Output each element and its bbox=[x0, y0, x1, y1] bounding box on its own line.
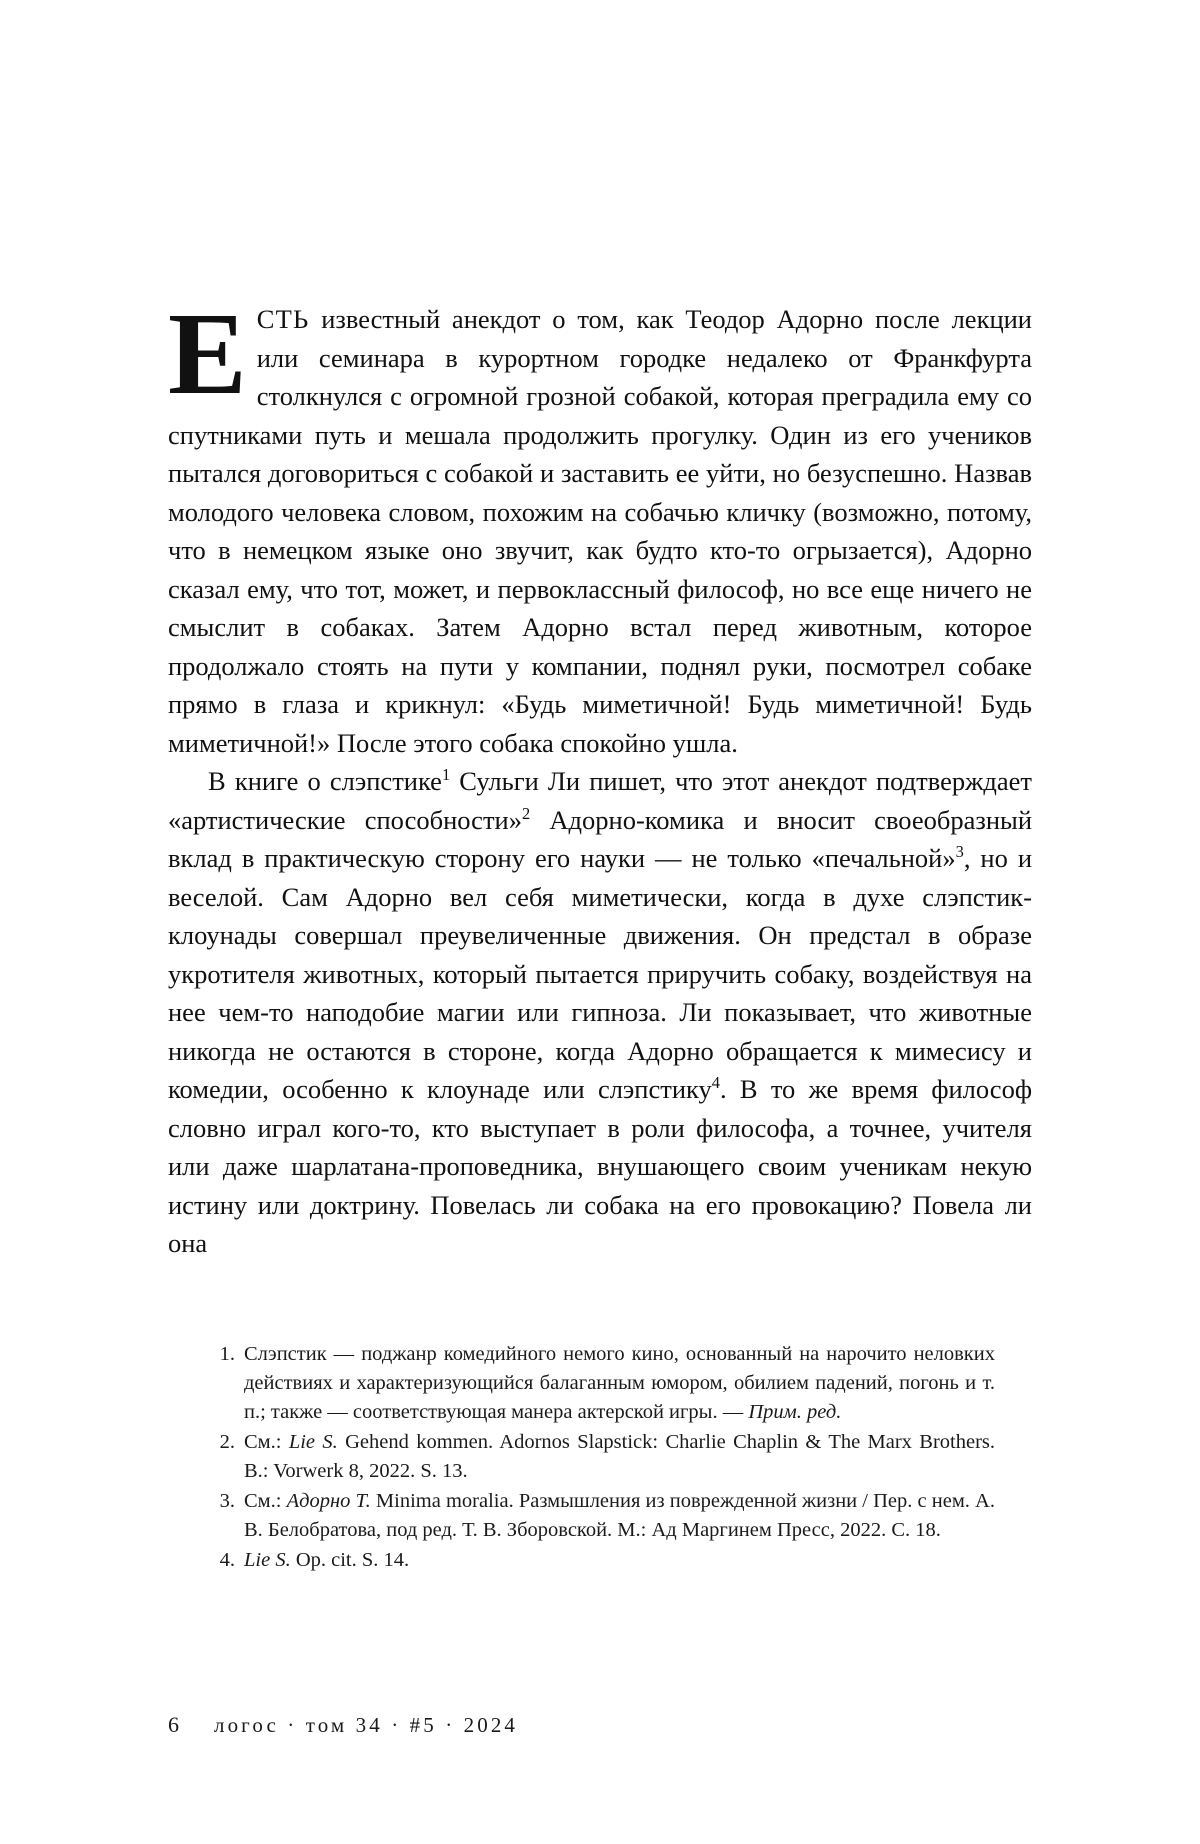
footnote-text-before: Слэпстик — поджанр комедийного немого кино, основанный на нарочито неловких действиях и характеризующийся балаганным юмором, обилием падений, погонь и т. п.; также — соответствующая манера актерской игры. — bbox=[244, 1343, 995, 1423]
paragraph-first-text: известный анекдот о том, как Теодор Адорно после лекции или семинара в курортном городке недалеко от Франкфурта столкнулся с огромной грозной собакой, которая преградила ему со спутниками путь и мешала продолжить прогулку. Один из его учеников пытался договориться с собакой и заставить ее уйти, но безуспешно. Назвав молодого человека словом, похожим на собачью кличку (возможно, потому, что в немецком языке оно звучит, как будто кто-то огрызается), Адорно сказал ему, что тот, может, и первоклассный философ, но все еще ничего не смыслит в собаках. Затем Адорно встал перед животным, которое продолжало стоять на пути у компании, поднял руки, посмотрел собаке прямо в глаза и крикнул: «Будь миметичной! Будь миметичной! Будь миметичной!» После этого собака спокойно ушла. bbox=[168, 304, 1032, 758]
footnote-ref-2[interactable]: 2 bbox=[521, 803, 531, 823]
footnote-text-italic: Lie S. bbox=[288, 1431, 338, 1453]
footnotes-block bbox=[205, 1340, 995, 1576]
paragraph-second-part-5: . В то же время философ словно играл кого-то, кто выступает в роли философа, а точнее, учителя или даже шарлатана-проповедника, внушающего своим ученикам некую истину или доктрину. Повелась ли собака на его провокацию? Повела ли она bbox=[168, 1074, 1032, 1258]
footnote-text-italic: Прим. ред. bbox=[748, 1401, 842, 1423]
footnote-number: 1. bbox=[219, 1343, 235, 1365]
footnote-text-after: Op. cit. S. 14. bbox=[290, 1549, 410, 1571]
paragraph-second-part-3: Адорно-комика и вносит своеобразный вклад в практическую сторону его науки — не только «печальной» bbox=[168, 804, 1032, 873]
footnote-text bbox=[244, 1428, 995, 1486]
footnote-item bbox=[205, 1428, 995, 1486]
footnote-text-before: См.: bbox=[244, 1431, 289, 1453]
paragraph-second bbox=[168, 762, 1032, 1263]
footnote-text bbox=[244, 1546, 995, 1575]
footnote-item bbox=[205, 1546, 995, 1575]
footnote-number: 3. bbox=[219, 1490, 235, 1512]
paragraph-second-part-2: Сульги Ли пишет, что этот анекдот подтверждает «артистические способности» bbox=[168, 766, 1032, 835]
footnote-ref-3[interactable]: 3 bbox=[955, 842, 964, 862]
page-body bbox=[168, 288, 1032, 1263]
footnote-ref-4[interactable]: 4 bbox=[711, 1073, 720, 1093]
body-text-block bbox=[168, 288, 1032, 1263]
footnote-item bbox=[205, 1487, 995, 1545]
paragraph-first bbox=[168, 288, 1032, 762]
footnote-text-italic: Адорно Т. bbox=[286, 1490, 371, 1512]
page-number: 6 bbox=[168, 1712, 179, 1737]
footnote-text bbox=[244, 1487, 995, 1545]
paragraph-second-part-1: В книге о слэпстике bbox=[208, 766, 442, 796]
footnote-number: 2. bbox=[219, 1431, 235, 1453]
footnote-text-before: См.: bbox=[244, 1490, 287, 1512]
footnote-text-italic: Lie S. bbox=[244, 1549, 291, 1571]
running-title: логос · том 34 · #5 · 2024 bbox=[214, 1713, 519, 1737]
drop-cap: Е bbox=[168, 288, 247, 419]
footnote-ref-1[interactable]: 1 bbox=[441, 765, 451, 785]
paragraph-opening-smallcaps: СТЬ bbox=[256, 304, 310, 334]
footnote-text-after: Minima moralia. Размышления из поврежденной жизни / Пер. с нем. А. В. Белобратова, под ред. Т. В. Зборовской. М.: Ад Маргинем Пресс, 2022. С. 18. bbox=[244, 1490, 995, 1541]
paragraph-second-part-4: , но и веселой. Сам Адорно вел себя миметически, когда в духе слэпстик-клоунады совершал преувеличенные движения. Он предстал в образе укротителя животных, который пытается приручить собаку, воздействуя на нее чем-то наподобие магии или гипноза. Ли показывает, что животные никогда не остаются в стороне, когда Адорно обращается к мимесису и комедии, особенно к клоунаде или слэпстику bbox=[168, 843, 1032, 1104]
footnote-item bbox=[205, 1340, 995, 1427]
footnote-text bbox=[244, 1340, 995, 1427]
footnote-text-after: Gehend kommen. Adornos Slapstick: Charlie Chaplin & The Marx Brothers. B.: Vorwerk 8, 2022. S. 13. bbox=[244, 1431, 996, 1482]
footnote-number: 4. bbox=[219, 1549, 235, 1571]
page-footer bbox=[168, 1712, 1032, 1738]
